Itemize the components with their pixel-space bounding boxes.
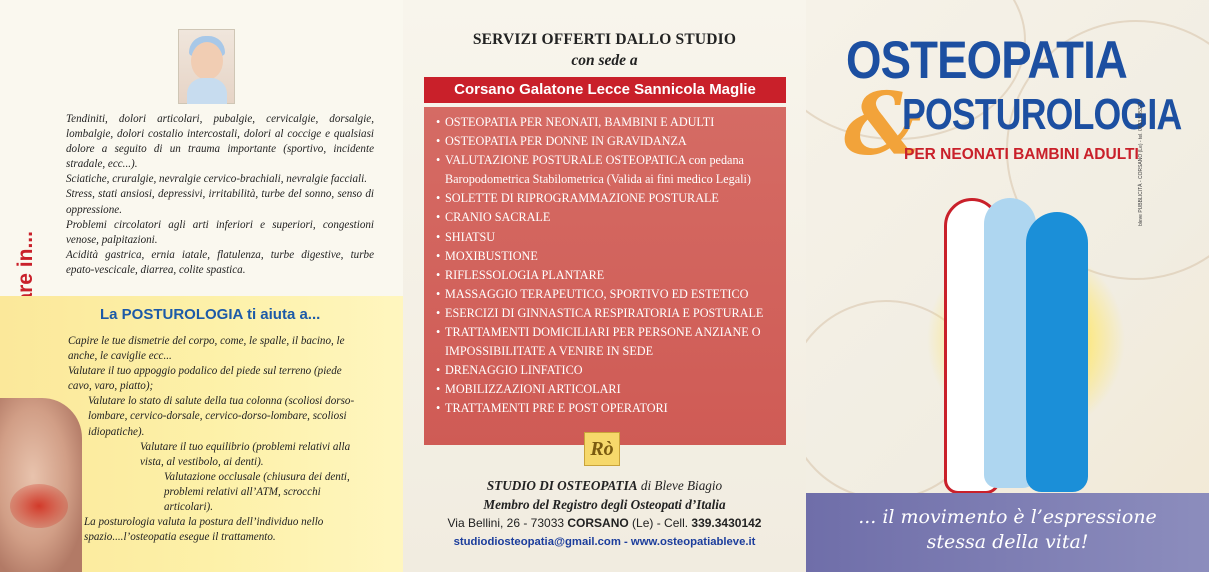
service-item: • SOLETTE DI RIPROGRAMMAZIONE POSTURALE	[436, 191, 719, 206]
services-list	[424, 107, 786, 445]
posturology-item: Capire le tue dismetrie del corpo, come, le spalle, il bacino, le anche, le caviglie ecc...	[68, 335, 345, 363]
service-item: • ESERCIZI DI GINNASTICA RESPIRATORIA E POSTURALE	[436, 305, 764, 320]
locations-bar: Corsano Galatone Lecce Sannicola Maglie	[424, 77, 786, 103]
ampersand-graphic: &	[844, 74, 922, 175]
posturology-item: Valutazione occlusale (chiusura dei denti, problemi relativi all’ATM, scrocchi articolari).	[164, 470, 350, 514]
posturology-item: Valutare lo stato di salute della tua colonna (scoliosi dorso-lombare, cervico-dorsale, cervico-dorso-lombare, scoliosi idiopatiche).	[88, 395, 355, 438]
printer-credit: bleve PUBBLICITÀ - CORSANO (Le) - tel. 0833.535372	[1138, 101, 1144, 226]
service-item: • OSTEOPATIA PER NEONATI, BAMBINI E ADULTI	[436, 115, 715, 129]
registry-membership: Membro del Registro degli Osteopati d’Italia	[483, 497, 726, 512]
service-item: • SHIATSU	[436, 229, 496, 244]
services-subtitle: con sede a	[571, 52, 638, 69]
service-item: • TRATTAMENTI PRE E POST OPERATORI	[436, 401, 668, 416]
service-item: • VALUTAZIONE POSTURALE OSTEOPATICA con pedana Baropodometrica Stabilometrica (Valida ai fini medico Legali)	[436, 153, 751, 187]
studio-name: STUDIO DI OSTEOPATIA di Bleve Biagio	[486, 478, 723, 493]
title-osteopatia: OSTEOPATIA	[846, 31, 1127, 90]
baby-photo	[178, 29, 235, 104]
subtitle-audience: PER NEONATI BAMBINI ADULTI	[904, 146, 1139, 163]
symptom-paragraph: Sciatiche, cruralgie, nevralgie cervico-brachiali, nevralgie facciali.	[66, 173, 367, 186]
service-item: • RIFLESSOLOGIA PLANTARE	[436, 267, 605, 282]
studio-logo: Rò	[584, 432, 620, 466]
posturology-item: La posturologia valuta la postura dell’individuo nello spazio....l’osteopatia esegue il trattamento.	[84, 516, 324, 544]
address: Via Bellini, 26 - 73033 CORSANO (Le) - Cell. 339.3430142	[447, 516, 762, 530]
service-item: • OSTEOPATIA PER DONNE IN GRAVIDANZA	[436, 134, 687, 149]
service-item: • DRENAGGIO LINFATICO	[436, 363, 583, 378]
service-item: • TRATTAMENTI DOMICILIARI PER PERSONE ANZIANE O IMPOSSIBILITATE A VENIRE IN SEDE	[436, 325, 761, 359]
symptom-paragraph: Tendiniti, dolori articolari, pubalgie, cervicalgie, dorsalgie, lombalgie, dolori costalio intercostali, dolori al coccige e qualsiasi dolore a seguito di un trauma importante (sportivo, incidente stradale, ecc...).	[66, 113, 374, 171]
service-item: • CRANIO SACRALE	[436, 210, 551, 225]
contacts-email-web: studiodiosteopatia@gmail.com - www.osteopatiableve.it	[453, 536, 756, 548]
left-panel	[0, 0, 403, 572]
symptom-paragraph: Acidità gastrica, ernia iatale, flatulenza, turbe digestive, turbe epato-vescicale, diarrea, colite spastica.	[66, 248, 374, 276]
symptom-paragraph: Problemi circolatori agli arti inferiori e superiori, congestioni venose, palpitazioni.	[66, 218, 374, 246]
posturology-title: La POSTUROLOGIA ti aiuta a...	[100, 306, 321, 323]
symptom-paragraph: Stress, stati ansiosi, depressivi, irritabilità, turbe del sonno, senso di oppressione.	[66, 188, 374, 216]
posturology-text	[68, 334, 368, 545]
right-panel	[806, 0, 1209, 572]
service-item: • MOXIBUSTIONE	[436, 248, 538, 263]
service-item: • MASSAGGIO TERAPEUTICO, SPORTIVO ED ESTETICO	[436, 286, 749, 301]
service-item: • MOBILIZZAZIONI ARTICOLARI	[436, 382, 621, 397]
middle-panel	[403, 0, 806, 572]
title-posturologia: POSTUROLOGIA	[902, 90, 1182, 139]
posturology-item: Valutare il tuo equilibrio (problemi relativi alla vista, al vestibolo, ai denti).	[140, 440, 351, 468]
posturology-item: Valutare il tuo appoggio podalico del piede sul terreno (piede cavo, varo, piatto);	[68, 365, 342, 393]
symptoms-text	[66, 112, 374, 278]
services-title: SERVIZI OFFERTI DALLO STUDIO	[472, 31, 737, 48]
motto: ... il movimento è l’espressione stessa della vita!	[858, 506, 1157, 553]
posture-figure-blue	[1026, 212, 1088, 492]
